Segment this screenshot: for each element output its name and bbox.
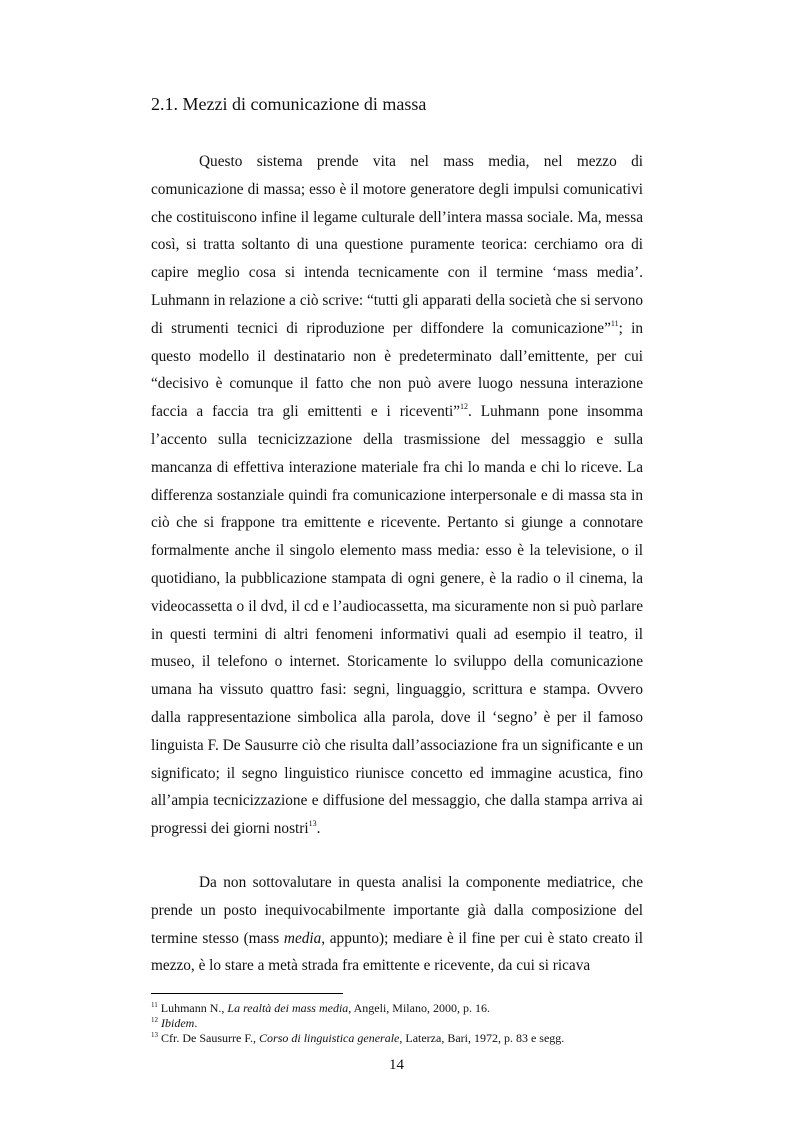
footnote-number: 12 (151, 1016, 158, 1024)
footnote-text: , Angeli, Milano, 2000, p. 16. (348, 1001, 490, 1015)
footnote-text: . (194, 1016, 198, 1030)
paragraph-text: . (316, 820, 321, 838)
footnote-ref-13[interactable]: 13 (308, 819, 317, 829)
footnote-text: , Laterza, Bari, 1972, p. 83 e segg. (399, 1031, 565, 1045)
footnote-ref-12[interactable]: 12 (460, 402, 469, 412)
footnote-13 (151, 1031, 564, 1045)
paragraph-text: . Luhmann pone insomma l’accento sulla tecnicizzazione della trasmissione del messaggio e sulla mancanza di effettiva interazione materiale fra chi lo manda e chi lo riceve. La differenza sostanziale quindi fra comunicazione interpersonale e di massa sta in ciò che si frappone tra emittente e ricevente. Pertanto si giunge a connotare formalmente anche il singolo elemento mass media (151, 403, 643, 560)
footnote-text: Cfr. De Sausurre F., (158, 1031, 260, 1045)
footnote-title: La realtà dei mass media (227, 1001, 349, 1015)
footnote-11 (151, 1001, 490, 1015)
body-paragraph-1 (151, 148, 643, 843)
footnote-ref-11[interactable]: 11 (610, 318, 619, 328)
section-title: 2.1. Mezzi di comunicazione di massa (151, 94, 427, 114)
paragraph-text: esso è la televisione, o il quotidiano, la pubblicazione stampata di ogni genere, è la radio o il cinema, la videocassetta o il dvd, il cd e l’audiocassetta, ma sicuramente non si può parlare in questi termini di altri fenomeni informativi quali ad esempio il teatro, il museo, il telefono o internet. Storicamente lo sviluppo della comunicazione umana ha vissuto quattro fasi: segni, linguaggio, scrittura e stampa. Ovvero dalla rappresentazione simbolica alla parola, dove il ‘segno’ è per il famoso linguista F. De Sausurre ciò che risulta dall’associazione fra un significante e un significato; il segno linguistico riunisce concetto ed immagine acustica, fino all’ampia tecnicizzazione e diffusione del messaggio, che dalla stampa arriva ai progressi dei giorni nostri (151, 542, 643, 838)
body-paragraph-2 (151, 869, 643, 980)
footnote-12 (151, 1016, 197, 1030)
footnote-number: 13 (151, 1031, 158, 1039)
italic-colon: : (474, 542, 481, 560)
footnote-separator (151, 993, 343, 994)
paragraph-text: , appunto); mediare è il fine per cui è stato creato il mezzo, è lo stare a metà strada fra emittente e ricevente, da cui si ricava (151, 929, 643, 975)
paragraph-text: ; in questo modello il destinatario non è predeterminato dall’emittente, per cui “decisivo è comunque il fatto che non può avere luogo nessuna interazione faccia a faccia tra gli emittenti e i riceventi” (151, 319, 643, 421)
footnote-title: Corso di linguistica generale (259, 1031, 400, 1045)
footnote-text: Luhmann N., (157, 1001, 228, 1015)
paragraph-text: Da non sottovalutare in questa analisi la componente mediatrice, che prende un posto inequivocabilmente importante già dalla composizione del termine stesso (mass (151, 874, 643, 947)
page-number: 14 (389, 1057, 404, 1073)
emphasis-media: media (283, 929, 322, 947)
footnote-number: 11 (151, 1001, 158, 1009)
footnote-title: Ibidem (161, 1016, 195, 1030)
paragraph-text: Questo sistema prende vita nel mass media, nel mezzo di comunicazione di massa; esso è il motore generatore degli impulsi comunicativi che costituiscono infine il legame culturale dell’intera massa sociale. Ma, messa così, si tratta soltanto di una questione puramente teorica: cerchiamo ora di capire meglio cosa si intenda tecnicamente con il termine ‘mass media’. Luhmann in relazione a ciò scrive: “tutti gli apparati della società che si servono di strumenti tecnici di riproduzione per diffondere la comunicazione” (151, 153, 643, 337)
